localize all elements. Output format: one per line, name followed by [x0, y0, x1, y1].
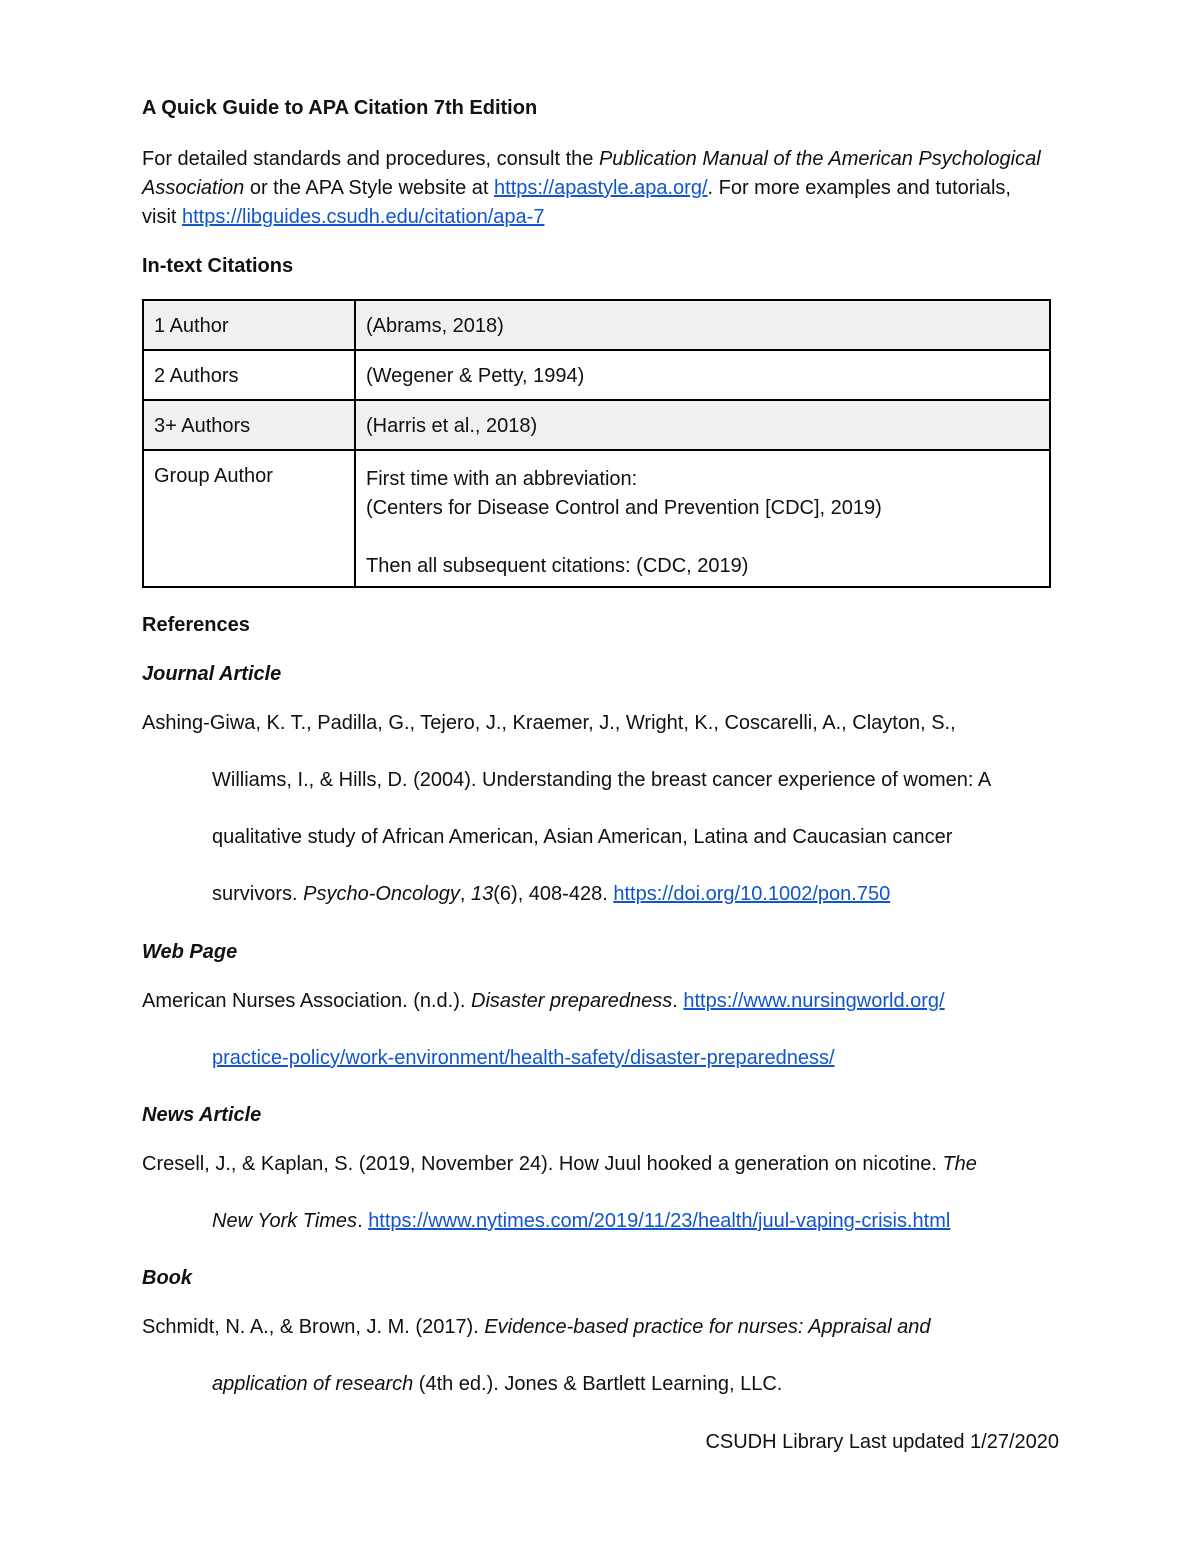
news-publication: The: [942, 1153, 977, 1175]
web-heading: Web Page: [142, 941, 238, 963]
nursingworld-link[interactable]: https://www.nursingworld.org/: [683, 990, 945, 1012]
doi-link[interactable]: https://doi.org/10.1002/pon.750: [613, 883, 891, 905]
group-author-line-3: Then all subsequent citations: (CDC, 2019): [366, 555, 749, 577]
references-heading: References: [142, 614, 250, 636]
table-cell-label: Group Author: [143, 450, 355, 587]
nursingworld-link-continued[interactable]: practice-policy/work-environment/health-safety/disaster-preparedness/: [212, 1047, 835, 1069]
ref-text: Schmidt, N. A., & Brown, J. M. (2017).: [142, 1316, 485, 1338]
news-heading: News Article: [142, 1104, 262, 1126]
journal-ref-line-3: qualitative study of African American, Asian American, Latina and Caucasian cancer: [212, 826, 953, 848]
table-cell-label: 1 Author: [143, 300, 355, 350]
web-ref-line-2: [212, 1047, 835, 1070]
web-ref-line-1: [142, 990, 945, 1013]
ref-text: .: [357, 1210, 369, 1232]
news-ref-line-2: [212, 1210, 950, 1233]
table-cell-label: 2 Authors: [143, 350, 355, 400]
nytimes-link[interactable]: https://www.nytimes.com/2019/11/23/health/juul-vaping-crisis.html: [368, 1210, 951, 1232]
table-row: [143, 450, 1050, 587]
table-cell-value: (Wegener & Petty, 1994): [355, 350, 1050, 400]
book-ref-line-1: [142, 1316, 931, 1339]
news-publication-continued: New York Times: [212, 1210, 358, 1232]
ref-text: .: [672, 990, 684, 1012]
intro-text-3: . For more examples and tutorials, visit: [142, 177, 1011, 228]
table-row: [143, 300, 1050, 350]
intro-paragraph: [142, 145, 1042, 232]
journal-volume: 13: [471, 883, 494, 905]
document-title: A Quick Guide to APA Citation 7th Edition: [142, 97, 538, 119]
ref-text: ,: [459, 883, 471, 905]
book-heading: Book: [142, 1267, 192, 1289]
intext-citation-table: [142, 299, 1051, 588]
journal-ref-line-2: Williams, I., & Hills, D. (2004). Understanding the breast cancer experience of women: A: [212, 769, 992, 791]
journal-name: Psycho-Oncology: [303, 883, 460, 905]
table-row: [143, 400, 1050, 450]
news-ref-line-1: [142, 1153, 977, 1176]
footer-note: CSUDH Library Last updated 1/27/2020: [705, 1431, 1059, 1453]
ref-text: (6), 408-428.: [493, 883, 614, 905]
book-ref-line-2: [212, 1373, 782, 1396]
table-row: [143, 350, 1050, 400]
group-author-line-1: First time with an abbreviation:: [366, 468, 638, 490]
table-cell-value: [355, 450, 1050, 587]
apastyle-link[interactable]: https://apastyle.apa.org/: [494, 177, 708, 199]
table-cell-value: (Harris et al., 2018): [355, 400, 1050, 450]
journal-ref-line-4: [212, 883, 890, 906]
book-title-continued: application of research: [212, 1373, 414, 1395]
web-title: Disaster preparedness: [471, 990, 673, 1012]
intext-heading: In-text Citations: [142, 255, 294, 277]
journal-ref-line-1: Ashing-Giwa, K. T., Padilla, G., Tejero, J., Kraemer, J., Wright, K., Coscarelli, A., Clayton, S.,: [142, 712, 956, 734]
group-author-line-2: (Centers for Disease Control and Prevention [CDC], 2019): [366, 497, 882, 519]
intro-text-2: or the APA Style website at: [244, 177, 495, 199]
libguides-link[interactable]: https://libguides.csudh.edu/citation/apa-7: [182, 206, 545, 228]
ref-text: Cresell, J., & Kaplan, S. (2019, November 24). How Juul hooked a generation on nicotine.: [142, 1153, 943, 1175]
table-cell-label: 3+ Authors: [143, 400, 355, 450]
ref-text: survivors.: [212, 883, 304, 905]
journal-heading: Journal Article: [142, 663, 282, 685]
intro-text-1: For detailed standards and procedures, consult the: [142, 148, 599, 170]
ref-text: (4th ed.). Jones & Bartlett Learning, LLC.: [413, 1373, 783, 1395]
intro-manual-title: Publication Manual of the American Psychological Association: [142, 148, 1041, 199]
book-title: Evidence-based practice for nurses: Appraisal and: [484, 1316, 931, 1338]
table-cell-value: (Abrams, 2018): [355, 300, 1050, 350]
spacer: [366, 523, 1039, 552]
ref-text: American Nurses Association. (n.d.).: [142, 990, 472, 1012]
